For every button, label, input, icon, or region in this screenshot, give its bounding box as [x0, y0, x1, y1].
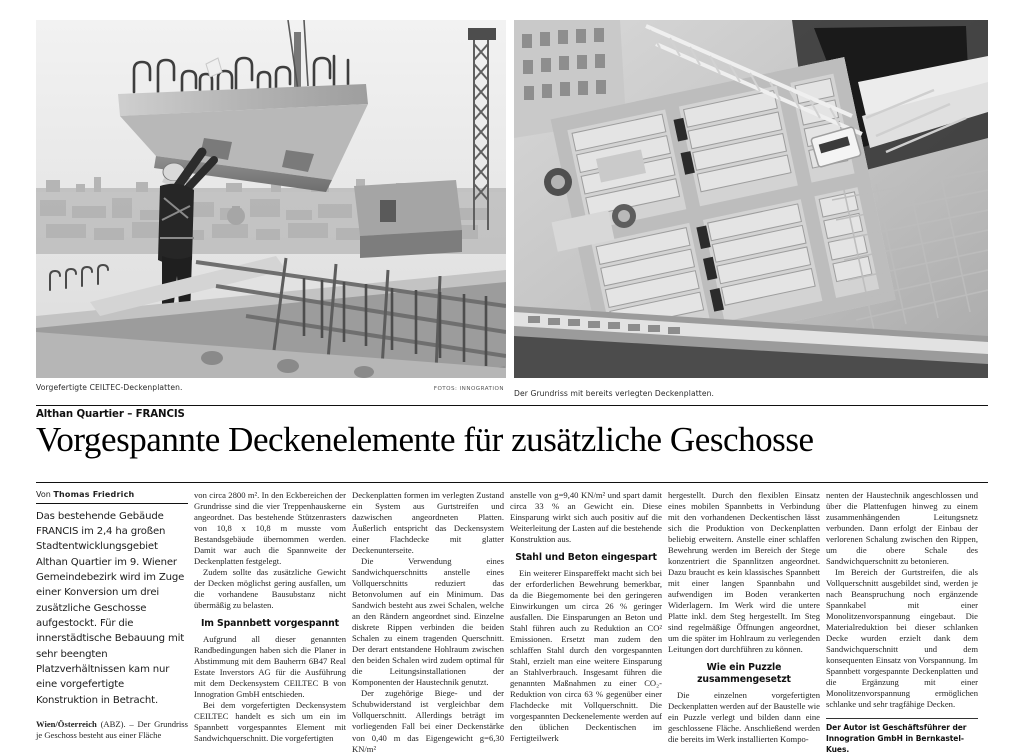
body-paragraph: anstelle von g=9,40 KN/m² und spart damit circa 33 % an Gewicht ein. Diese Einsparung wirkt sich auch positiv auf die Weiterleitung der Lasten auf die bestehende Konstruktion aus.: [510, 489, 662, 544]
caption-right-wrap: [514, 383, 988, 401]
body-paragraph: Der zugehörige Biege- und der Schubwiderstand ist vergleichbar dem Vollquerschnitt. Allerdings beträgt im vorliegenden Fall bei einer Deckenstärke von 0,40 m das Eigengewicht g=6,30 KN/m²: [352, 688, 504, 754]
photo-credit: FOTOS: INNOGRATION: [433, 386, 504, 392]
column-3: [352, 489, 504, 754]
photo-row: [36, 20, 988, 378]
body-paragraph: Bei dem vorgefertigten Deckensystem CEILTEC handelt es sich um ein im Spannbett vorgespanntes Element mit Sandwichquerschnitt. Die vorgefertigten: [194, 700, 346, 744]
body-paragraph: nenten der Haustechnik angeschlossen und über die Plattenfugen hinweg zu einem zusammenhängenden Leitungsnetz verbunden. Dann erfolgt der Einbau der verlorenen Schalung zwischen den Rippen, um die obere Schale des Sandwichquerschnitt zu betonieren.: [826, 489, 978, 567]
lead-spacer: [36, 708, 188, 719]
body-paragraph: Aufgrund all dieser genannten Randbedingungen haben sich die Planer in Abstimmung mit dem Bauherrn 6B47 Real Estate Inverstors AG für die Ausführung mit dem Deckensystem CEILTEC B von Innogration GmbH entschieden.: [194, 634, 346, 700]
dateline-city: Wien/Österreich: [36, 719, 97, 730]
dateline-paragraph: [36, 719, 188, 741]
column-4: [510, 489, 662, 744]
caption-left-wrap: [36, 383, 506, 392]
footer-rule-divider: [826, 718, 978, 719]
column-5: [668, 489, 820, 745]
byline-rule-divider: [36, 503, 188, 504]
section-subhead: Wie ein Puzzle zusammengesetzt: [697, 662, 791, 686]
body-paragraph: Ein weiterer Einspareffekt macht sich bei der erforderlichen Bewehrung bemerkbar, da die Biegemomente bei den geringeren Einwirkungen um circa 26 % geringer ausfallen. Die Einsparungen an Beton und Stahl führen auch zu Reduktion an CO² Emissionen. Ersetzt man zudem den schlaffen Stahl durch den vorgespannten Stahl, erzielt man eine weitere Einsparung an Stahlverbrauch. Insgesamt führen die genannten Maßnahmen zu einer CO₂-Reduktion von circa 63 % gegenüber einer Flachdecke mit Vollquerschnitt. Die vorgespannten Deckenelemente werden auf den üblichen Deckentischen im Fertigteilwerk: [510, 567, 662, 744]
body-paragraph: von circa 2800 m². In den Eckbereichen der Grundrisse sind die vier Treppenhauskerne angeordnet. Das bestehende Stützenrasters von 10,8 x 10,8 m musste vom Bestandsgebäude übernommen werden. Damit war auch die Spannweite der Deckenplatten festgelegt.: [194, 489, 346, 567]
column-4-body: [510, 490, 662, 745]
photo-left-caption: Vorgefertigte CEILTEC-Deckenplatten.: [36, 383, 183, 392]
byline: [36, 490, 188, 499]
photo-right-caption: Der Grundriss mit bereits verlegten Deckenplatten.: [514, 389, 715, 398]
page-title: Vorgespannte Deckenelemente für zusätzliche Geschosse: [36, 420, 814, 459]
byline-author: Thomas Friedrich: [53, 489, 135, 499]
column-1-lead: [36, 489, 188, 741]
body-paragraph: Im Bereich der Gurtstreifen, die als Vollquerschnitt ausgebildet sind, werden je nach Beanspruchung noch ergänzende Spannkabel mit einer Monolitzenvorspannung eingebaut. Die Materialreduktion bei dieser schlanken Decke wurden erzielt dank dem Sandwichquerschnitt und dem konsequenten Einsatz von Vorspannung. Im Spannbett vorgespannte Deckenplatten und die Ergänzung mit einer Monolitzenvorspannung ermöglichen schlanke und sehr tragfähige Decken.: [826, 567, 978, 710]
article-columns: [36, 489, 988, 755]
column-6-body: [826, 490, 978, 711]
caption-row: [36, 383, 988, 399]
section-subhead: Stahl und Beton eingespart: [515, 551, 657, 563]
photo-left-illustration: [36, 20, 506, 378]
column-5-body: [668, 490, 820, 746]
column-3-body: [352, 490, 504, 755]
photo-left-construction-worker: [36, 20, 506, 378]
article-kicker: Althan Quartier – FRANCIS: [36, 409, 185, 420]
photo-right-illustration: [514, 20, 988, 378]
body-paragraph: hergestellt. Durch den flexiblen Einsatz eines mobilen Spannbetts in Verbindung mit den vorhandenen Deckentischen lässt sich die Produktion von Deckenplatten beliebig erweitern. Anstelle einer schlaffen Bewehrung werden im Bereich der Stege konzentriert die Spannlitzen angeordnet. Dazu braucht es kein klassisches Spannbett mit einer langen Spannbahn und aufwendigen im Boden verankerten Widerlagern. Im Werk wird die untere Platte inkl. dem Steg hergestellt. Im Steg sind regelmäßige Öffnungen angeordnet, um die später im Hohlraum zu verlegenden Leitungen dort durchführen zu können.: [668, 489, 820, 655]
dateline-rest: (ABZ). – Der Grundriss je Geschoss besteht aus einer Fläche: [36, 719, 188, 741]
body-paragraph: Zudem sollte das zusätzliche Gewicht der Decken möglichst gering ausfallen, um die vorhandene Bausubstanz nicht übermäßig zu belasten.: [194, 567, 346, 611]
photo-right-aerial-floorplan: [514, 20, 988, 378]
author-footer-note: Der Autor ist Geschäftsführer der Innogration GmbH in Bernkastel-Kues.: [826, 723, 967, 755]
section-subhead: Im Spannbett vorgespannt: [200, 618, 340, 630]
article-lead: Das bestehende Gebäude FRANCIS im 2,4 ha großen Stadtentwicklungsgebiet Althan Quartier im 9. Wiener Gemeindebezirk wird im Zuge einer Konversion um drei zusätzliche Geschosse aufgestockt. Für die innerstädtische Bebauung mit sehr beengten Platzverhältnissen kam nur eine vorgefertigte Konstruktion in Betracht.: [36, 510, 185, 706]
body-paragraph: Deckenplatten formen im verlegten Zustand ein System aus Gurtstreifen und dazwischen angeordneten Platten. Äußerlich entspricht das Deckensystem einer Flachdecke mit glatter Deckenunterseite.: [352, 489, 504, 555]
byline-prefix: Von: [36, 489, 54, 499]
column-2-body: [194, 490, 346, 745]
body-paragraph: Die Verwendung eines Sandwichquerschnitts anstelle eines Vollquerschnitts reduziert das Betonvolumen auf ein Minimum. Das Sandwich besteht aus zwei Schalen, welche an den Rändern angeordnet sind. Einzelne diskrete Rippen verbinden die beiden Schalen zu einem tragenden Querschnitt. Der derart entstandene Hohlraum zwischen den beiden Schalen wird zudem optimal für die Leitungsinstallationen der Komponenten der Haustechnik genutzt.: [352, 556, 504, 688]
kicker-rule-divider: [36, 405, 988, 406]
body-paragraph: Die einzelnen vorgefertigten Deckenplatten werden auf der Baustelle wie ein Puzzle verlegt und bilden dann eine geschlossene Fläche. Anschließend werden die bereits im Werk installierten Kompo-: [668, 690, 820, 745]
column-2: [194, 489, 346, 744]
headline-rule-divider: [36, 482, 988, 483]
column-6: [826, 489, 978, 755]
